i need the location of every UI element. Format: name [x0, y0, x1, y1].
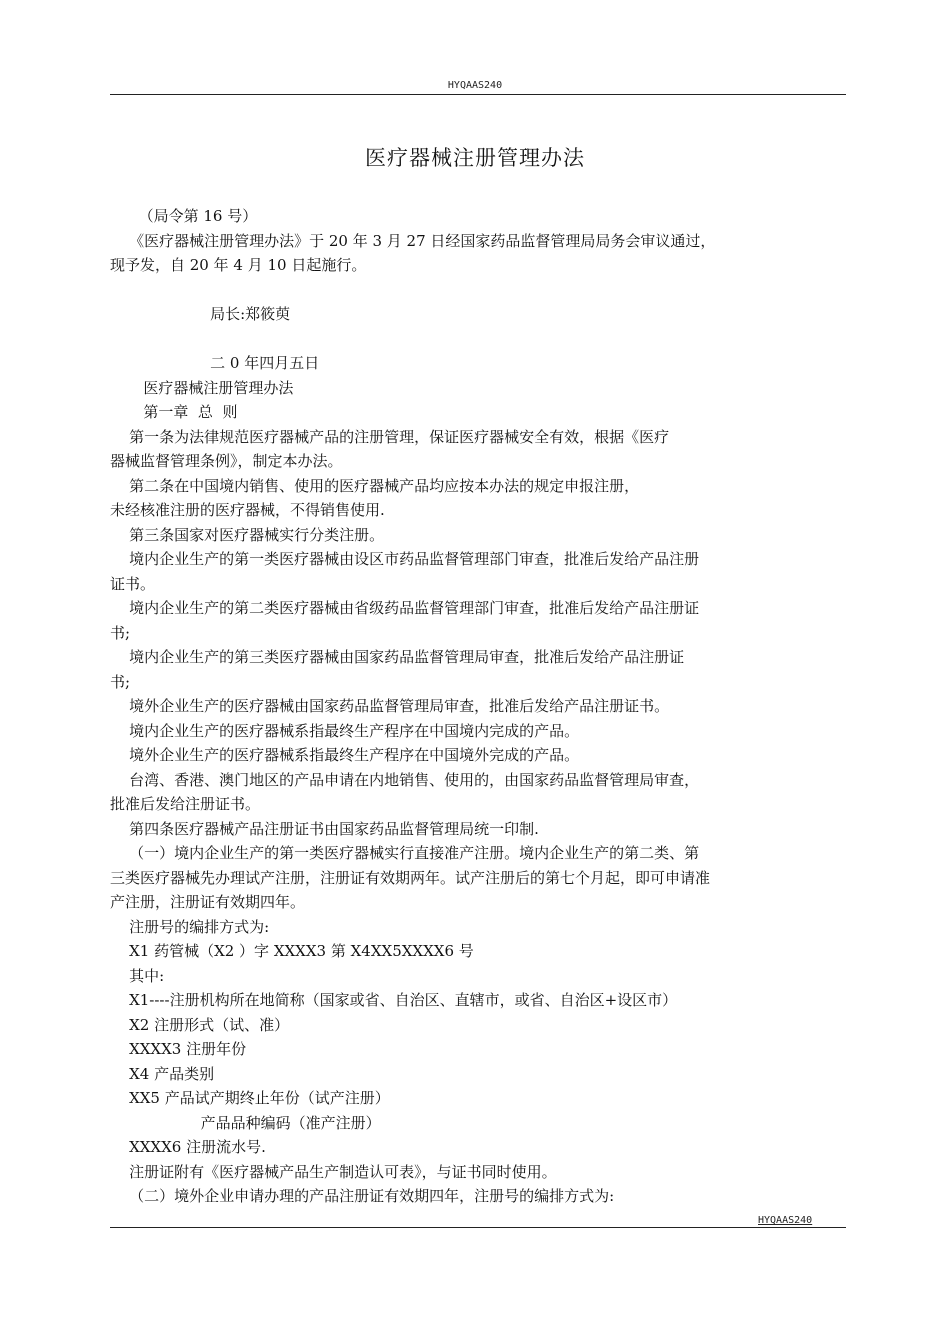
- body-line: 器械监督管理条例》，制定本办法。: [110, 452, 343, 470]
- body-line: 批准后发给注册证书。: [110, 795, 261, 813]
- body-line: 三类医疗器械先办理试产注册，注册证有效期两年。试产注册后的第七个月起，即可申请准: [110, 868, 711, 887]
- body-line: [110, 327, 850, 352]
- body-line: 境外企业生产的医疗器械系指最终生产程序在中国境外完成的产品。: [110, 746, 580, 764]
- header-code: HYQAAS240: [447, 80, 503, 91]
- body-line: 局长:郑筱萸: [110, 305, 291, 323]
- document-title: 医疗器械注册管理办法: [365, 146, 585, 170]
- body-line: 产注册，注册证有效期四年。: [110, 893, 306, 911]
- body-line: X1----注册机构所在地简称（国家或省、自治区、直辖市，或省、自治区+设区市）: [110, 991, 678, 1009]
- body-line: 境内企业生产的第二类医疗器械由省级药品监督管理部门审查，批准后发给产品注册证: [110, 599, 700, 617]
- body-line: 境内企业生产的第三类医疗器械由国家药品监督管理局审查，批准后发给产品注册证: [110, 648, 685, 666]
- body-line: XX5 产品试产期终止年份（试产注册）: [110, 1089, 390, 1107]
- body-line: 第一章 总 则: [110, 403, 238, 421]
- body-line: （局令第 16 号）: [110, 207, 258, 225]
- footer-code: HYQAAS240: [758, 1215, 813, 1226]
- body-line: 医疗器械注册管理办法: [110, 378, 294, 397]
- body-line: X1 药管械（X2 ）字 XXXX3 第 X4XX5XXXX6 号: [110, 942, 474, 960]
- body-line: 未经核准注册的医疗器械，不得销售使用.: [110, 501, 385, 519]
- body-line: XXXX3 注册年份: [110, 1040, 247, 1058]
- body-line: 台湾、香港、澳门地区的产品申请在内地销售、使用的，由国家药品监督管理局审查，: [110, 770, 700, 789]
- body-line: 境内企业生产的医疗器械系指最终生产程序在中国境内完成的产品。: [110, 721, 580, 740]
- body-line: 第四条医疗器械产品注册证书由国家药品监督管理局统一印制.: [110, 819, 539, 838]
- body-line: （一）境内企业生产的第一类医疗器械实行直接准产注册。境内企业生产的第二类、第: [110, 844, 700, 862]
- body-line: X4 产品类别: [110, 1064, 215, 1083]
- body-line: 现予发，自 20 年 4 月 10 日起施行。: [110, 256, 367, 274]
- body-line: 产品品种编码（准产注册）: [110, 1113, 381, 1132]
- body-line: （二）境外企业申请办理的产品注册证有效期四年，注册号的编排方式为:: [110, 1187, 615, 1205]
- footer-rule: [110, 1227, 846, 1228]
- body-line: 第一条为法律规范医疗器械产品的注册管理，保证医疗器械安全有效，根据《医疗: [110, 427, 670, 446]
- body-line: 第三条国家对医疗器械实行分类注册。: [110, 525, 385, 544]
- body-line: XXXX6 注册流水号.: [110, 1138, 266, 1156]
- document-body: [110, 204, 850, 1209]
- body-line: 第二条在中国境内销售、使用的医疗器械产品均应按本办法的规定申报注册，: [110, 476, 640, 495]
- body-line: 《医疗器械注册管理办法》于 20 年 3 月 27 日经国家药品监督管理局局务会审议通过，: [110, 231, 716, 250]
- body-line: 境内企业生产的第一类医疗器械由设区市药品监督管理部门审查，批准后发给产品注册: [110, 550, 700, 568]
- body-line: 境外企业生产的医疗器械由国家药品监督管理局审查，批准后发给产品注册证书。: [110, 697, 670, 715]
- header-rule: [110, 94, 846, 95]
- body-line: [110, 278, 850, 303]
- body-line: 注册证附有《医疗器械产品生产制造认可表》，与证书同时使用。: [110, 1162, 557, 1181]
- body-line: 证书。: [110, 574, 156, 593]
- body-line: 书;: [110, 672, 131, 691]
- body-line: 书;: [110, 623, 131, 642]
- body-line: X2 注册形式（试、准）: [110, 1015, 290, 1034]
- body-line: 其中:: [110, 966, 165, 985]
- body-line: 二 0 年四月五日: [110, 354, 320, 372]
- body-line: 注册号的编排方式为:: [110, 917, 270, 936]
